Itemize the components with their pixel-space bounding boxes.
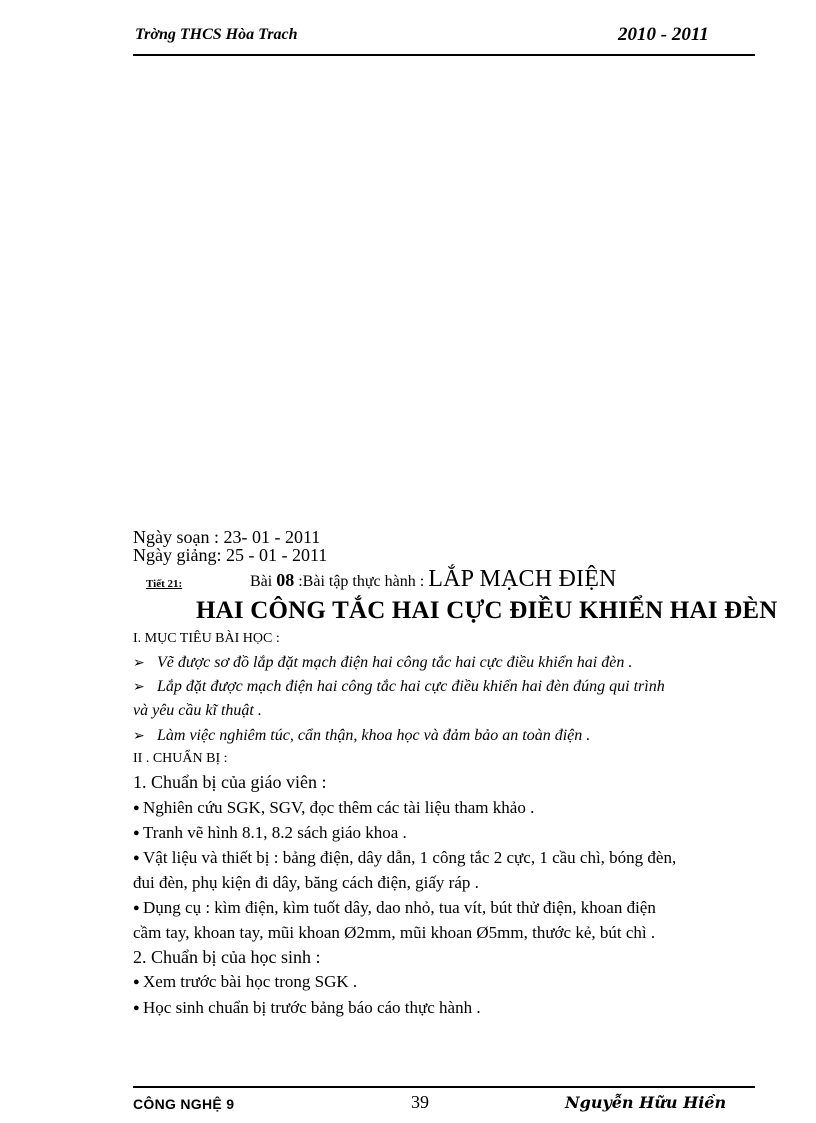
objective-item: ➢ Vẽ được sơ đồ lắp đặt mạch điện hai công tắc hai cực điều khiển hai đèn . — [133, 654, 633, 671]
list-item: ● Dụng cụ : kìm điện, kìm tuốt dây, dao nhỏ, tua vít, bút thử điện, khoan điện — [133, 898, 656, 917]
student-heading: 2. Chuẩn bị của học sinh : — [133, 947, 321, 967]
preparation-heading: II . CHUẨN BỊ : — [133, 751, 228, 766]
bullet-icon: ● — [133, 976, 140, 988]
objectives-heading: I. MỤC TIÊU BÀI HỌC : — [133, 631, 280, 646]
list-item: ● Nghiên cứu SGK, SGV, đọc thêm các tài liệu tham khảo . — [133, 798, 535, 817]
teacher-heading: 1. Chuẩn bị của giáo viên : — [133, 772, 327, 792]
bullet-icon: ● — [133, 827, 140, 839]
lesson-title-line — [250, 566, 617, 593]
list-item-continued: đui đèn, phụ kiện đi dây, băng cách điện, giấy ráp . — [133, 873, 479, 892]
header-school: Trờng THCS Hòa Trach — [135, 26, 298, 43]
period-label: Tiết 21: — [146, 578, 183, 590]
bullet-icon: ● — [133, 1002, 140, 1014]
list-item: ● Vật liệu và thiết bị : bảng điện, dây dẫn, 1 công tắc 2 cực, 1 cầu chì, bóng đèn, — [133, 848, 677, 867]
arrow-icon: ➢ — [133, 729, 145, 744]
footer-rule — [133, 1086, 755, 1088]
objective-item: ➢ Làm việc nghiêm túc, cẩn thận, khoa học và đảm bảo an toàn điện . — [133, 727, 591, 744]
arrow-icon: ➢ — [133, 680, 145, 695]
footer-author: Nguyễn Hữu Hiền — [565, 1093, 727, 1112]
lesson-title-1: LẮP MẠCH ĐIỆN — [428, 566, 617, 592]
bullet-icon: ● — [133, 852, 140, 864]
lesson-title-2: HAI CÔNG TẮC HAI CỰC ĐIỀU KHIỂN HAI ĐÈN — [196, 597, 778, 624]
header-year: 2010 - 2011 — [618, 24, 709, 45]
teaching-date: Ngày giảng: 25 - 01 - 2011 — [133, 545, 328, 565]
footer-subject: CÔNG NGHỆ 9 — [133, 1096, 235, 1112]
bullet-icon: ● — [133, 902, 140, 914]
objective-item: ➢ Lắp đặt được mạch điện hai công tắc hai cực điều khiển hai đèn đúng qui trình — [133, 678, 665, 695]
list-item: ● Xem trước bài học trong SGK . — [133, 972, 358, 991]
bullet-icon: ● — [133, 802, 140, 814]
lesson-type: :Bài tập thực hành : — [294, 573, 429, 590]
objective-item-continued: và yêu cầu kĩ thuật . — [133, 702, 262, 719]
list-item: ● Tranh vẽ hình 8.1, 8.2 sách giáo khoa . — [133, 823, 407, 842]
arrow-icon: ➢ — [133, 656, 145, 671]
list-item-continued: cầm tay, khoan tay, mũi khoan Ø2mm, mũi khoan Ø5mm, thước kẻ, bút chì . — [133, 923, 656, 942]
lesson-prefix: Bài — [250, 573, 277, 590]
preparation-date: Ngày soạn : 23- 01 - 2011 — [133, 527, 321, 547]
header-rule — [133, 54, 755, 56]
page-number: 39 — [411, 1092, 429, 1112]
lesson-number: 08 — [276, 570, 295, 590]
list-item: ● Học sinh chuẩn bị trước bảng báo cáo thực hành . — [133, 998, 481, 1017]
